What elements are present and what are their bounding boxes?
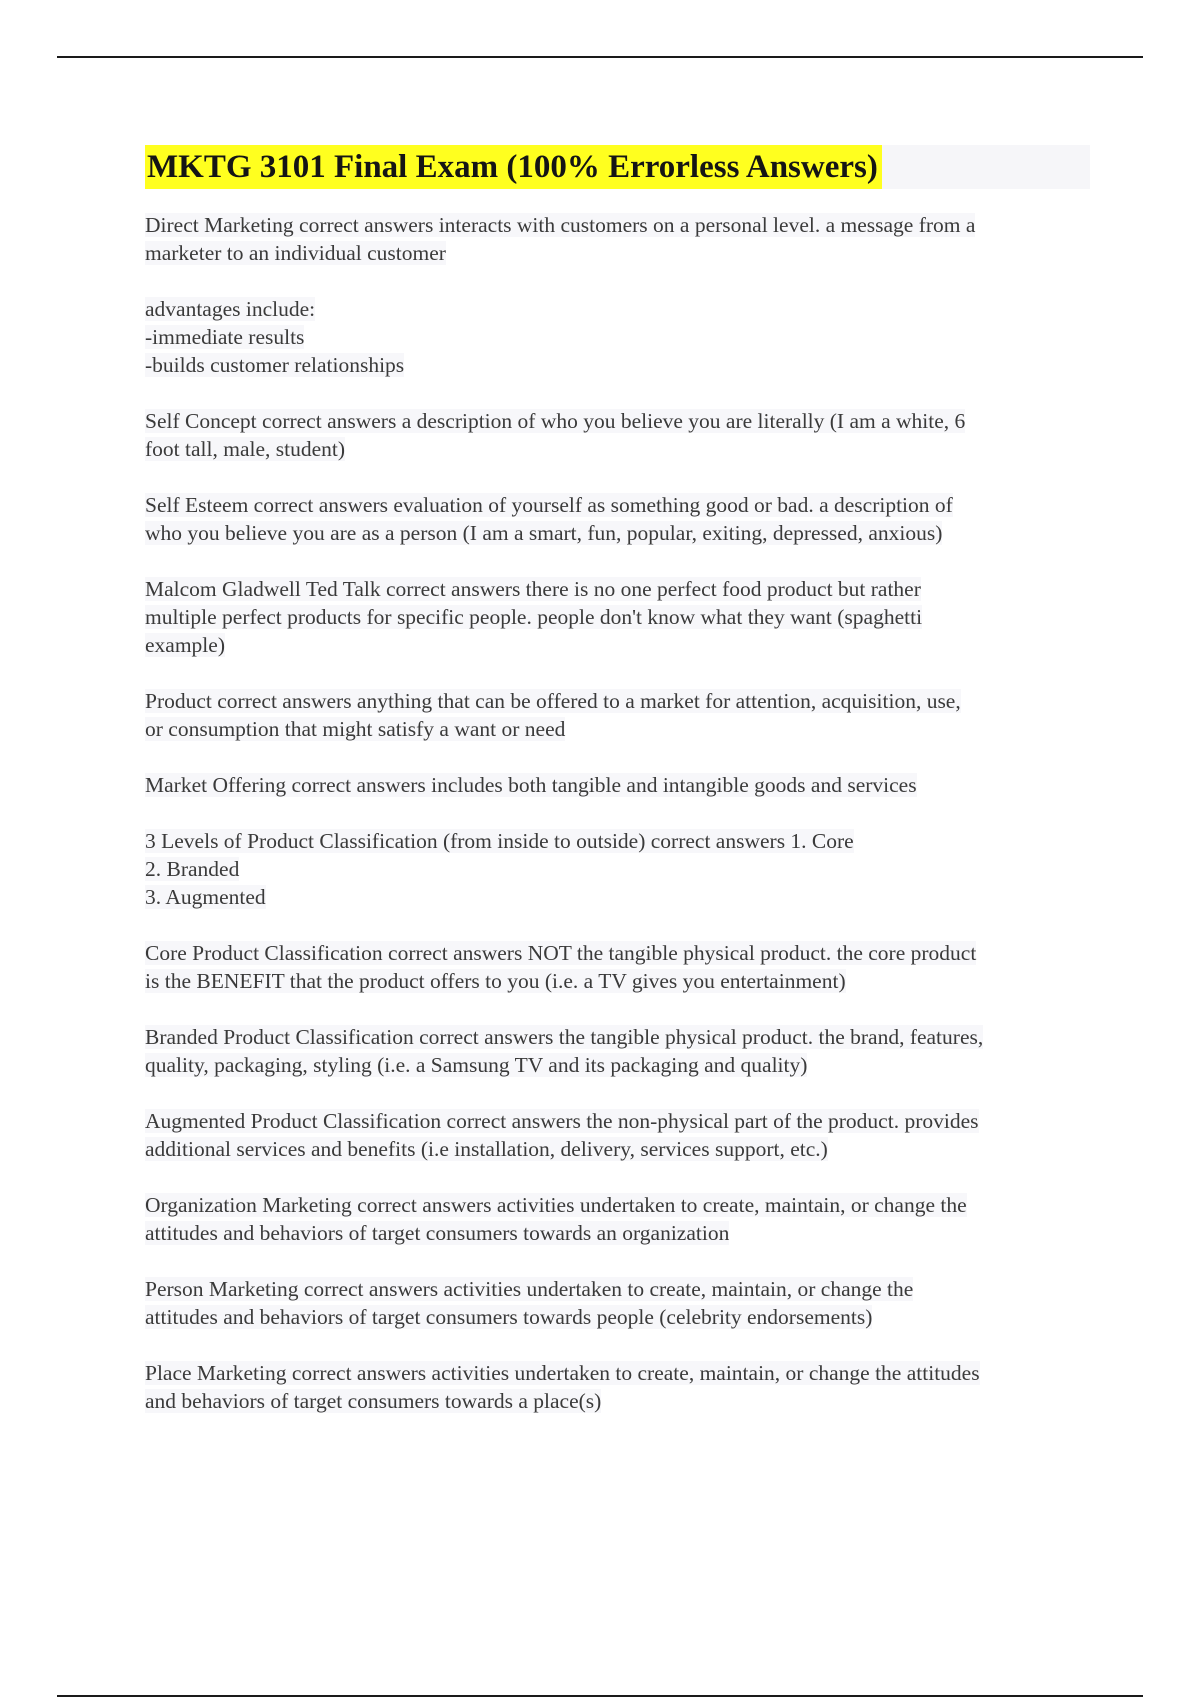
entry-line (145, 855, 1090, 883)
entry-line (145, 1107, 1090, 1135)
document-body (145, 145, 1090, 1443)
entry-line-text: Self Concept correct answers a description of who you believe you are literally (I am a white, 6 (145, 409, 966, 433)
title-block (145, 145, 1090, 189)
entry-line-text: quality, packaging, styling (i.e. a Samsung TV and its packaging and quality) (145, 1053, 808, 1077)
entry-line (145, 1303, 1090, 1331)
qa-entry (145, 939, 1090, 995)
entry-line (145, 1219, 1090, 1247)
entry-line (145, 883, 1090, 911)
qa-entry (145, 295, 1090, 379)
entry-line (145, 239, 1090, 267)
entries-list (145, 211, 1090, 1415)
entry-line (145, 211, 1090, 239)
entry-line-text: Person Marketing correct answers activities undertaken to create, maintain, or change the (145, 1277, 914, 1301)
entry-line-text: example) (145, 633, 225, 657)
footer-rule (57, 1695, 1143, 1697)
entry-line-text: or consumption that might satisfy a want or need (145, 717, 566, 741)
entry-line (145, 1135, 1090, 1163)
qa-entry (145, 1359, 1090, 1415)
entry-line-text: attitudes and behaviors of target consumers towards an organization (145, 1221, 730, 1245)
entry-line (145, 491, 1090, 519)
entry-line-text: Augmented Product Classification correct answers the non-physical part of the product. provides (145, 1109, 979, 1133)
qa-entry (145, 1275, 1090, 1331)
entry-line (145, 1387, 1090, 1415)
entry-line (145, 407, 1090, 435)
entry-line-text: attitudes and behaviors of target consumers towards people (celebrity endorsements) (145, 1305, 873, 1329)
entry-line-text: Self Esteem correct answers evaluation of yourself as something good or bad. a description of (145, 493, 953, 517)
entry-line-text: advantages include: (145, 297, 316, 321)
entry-line (145, 715, 1090, 743)
entry-line-text: 3 Levels of Product Classification (from inside to outside) correct answers 1. Core (145, 829, 854, 853)
qa-entry (145, 491, 1090, 547)
entry-line (145, 1275, 1090, 1303)
entry-line (145, 1191, 1090, 1219)
entry-line-text: Core Product Classification correct answers NOT the tangible physical product. the core product (145, 941, 977, 965)
entry-line-text: Malcom Gladwell Ted Talk correct answers there is no one perfect food product but rather (145, 577, 921, 601)
entry-line (145, 827, 1090, 855)
entry-line-text: Branded Product Classification correct answers the tangible physical product. the brand, features, (145, 1025, 984, 1049)
qa-entry (145, 1107, 1090, 1163)
entry-line (145, 687, 1090, 715)
entry-line (145, 967, 1090, 995)
qa-entry (145, 575, 1090, 659)
qa-entry (145, 687, 1090, 743)
entry-line (145, 519, 1090, 547)
entry-line-text: multiple perfect products for specific people. people don't know what they want (spaghetti (145, 605, 923, 629)
entry-line (145, 631, 1090, 659)
entry-line-text: Market Offering correct answers includes both tangible and intangible goods and services (145, 773, 917, 797)
entry-line (145, 771, 1090, 799)
entry-line-text: Place Marketing correct answers activities undertaken to create, maintain, or change the attitudes (145, 1361, 980, 1385)
entry-line (145, 939, 1090, 967)
entry-line (145, 575, 1090, 603)
entry-line-text: 3. Augmented (145, 885, 266, 909)
entry-line-text: marketer to an individual customer (145, 241, 446, 265)
entry-line-text: Organization Marketing correct answers activities undertaken to create, maintain, or change the (145, 1193, 967, 1217)
entry-line (145, 295, 1090, 323)
entry-line-text: -immediate results (145, 325, 305, 349)
entry-line-text: 2. Branded (145, 857, 240, 881)
qa-entry (145, 827, 1090, 911)
entry-line (145, 323, 1090, 351)
entry-line-text: who you believe you are as a person (I am a smart, fun, popular, exiting, depressed, anxious) (145, 521, 943, 545)
entry-line (145, 1051, 1090, 1079)
qa-entry (145, 211, 1090, 267)
qa-entry (145, 1191, 1090, 1247)
header-rule (57, 56, 1143, 58)
entry-line (145, 1359, 1090, 1387)
entry-line-text: is the BENEFIT that the product offers to you (i.e. a TV gives you entertainment) (145, 969, 846, 993)
page-title: MKTG 3101 Final Exam (100% Errorless Answers) (145, 145, 882, 189)
entry-line-text: Product correct answers anything that can be offered to a market for attention, acquisition, use, (145, 689, 961, 713)
qa-entry (145, 1023, 1090, 1079)
entry-line (145, 603, 1090, 631)
entry-line-text: additional services and benefits (i.e installation, delivery, services support, etc.) (145, 1137, 828, 1161)
entry-line (145, 351, 1090, 379)
entry-line-text: and behaviors of target consumers towards a place(s) (145, 1389, 602, 1413)
entry-line-text: -builds customer relationships (145, 353, 405, 377)
entry-line-text: foot tall, male, student) (145, 437, 346, 461)
entry-line (145, 1023, 1090, 1051)
qa-entry (145, 771, 1090, 799)
entry-line (145, 435, 1090, 463)
qa-entry (145, 407, 1090, 463)
entry-line-text: Direct Marketing correct answers interacts with customers on a personal level. a message from a (145, 213, 976, 237)
